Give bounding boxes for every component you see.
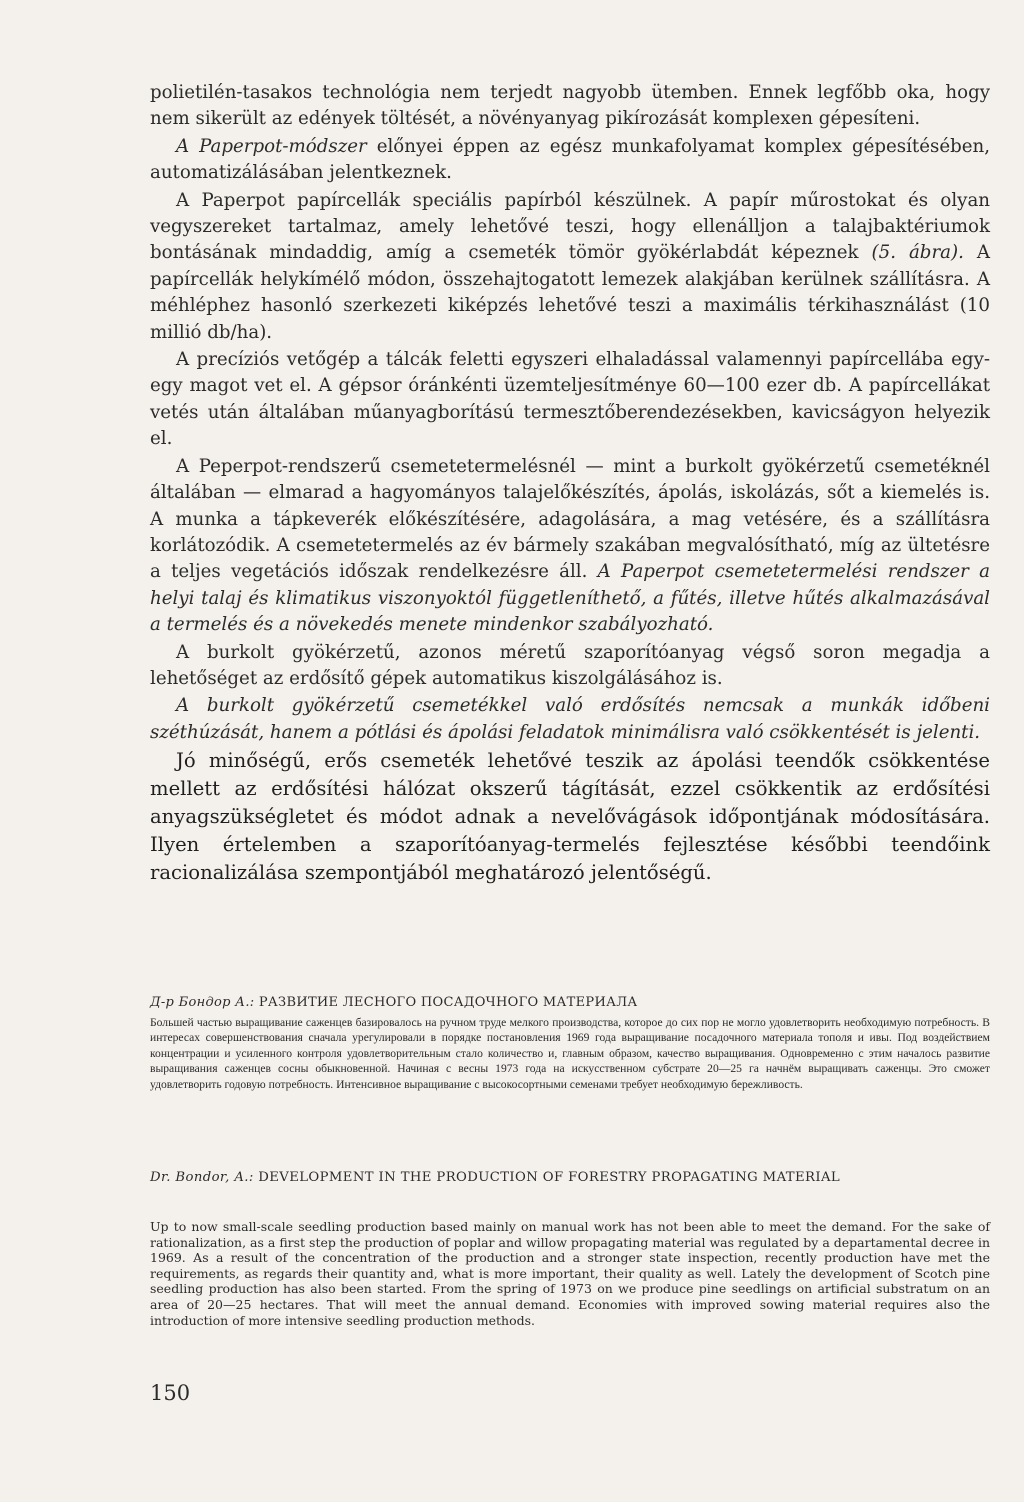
paragraph-1 bbox=[150, 80, 990, 133]
paragraph-5 bbox=[150, 454, 990, 639]
paragraph-3-text-b: A papírcellák helykímélő módon, összehajtogatott lemezek alakjában kerülnek szállításra. A méhléphez hasonló szerkezeti kiképzés lehetővé teszi a maximális térkihasználást (10 millió db/ha). bbox=[150, 242, 990, 343]
paragraph-4-text: A precíziós vetőgép a tálcák feletti egyszeri elhaladással valamennyi papírcellába egy-egy magot vet el. A gépsor óránkénti üzemteljesítménye 60—100 ezer db. A papírcellákat vetés után általában műanyagborítású termesztőberendezésekben, kavicságyon helyezik el. bbox=[150, 349, 990, 450]
paragraph-2 bbox=[150, 134, 990, 187]
russian-summary-heading bbox=[150, 993, 990, 1013]
paragraph-2-emphasis: A Paperpot-módszer bbox=[176, 135, 367, 157]
english-author: Dr. Bondor, A.: bbox=[150, 1170, 254, 1185]
russian-author: Д-р Бондор А.: bbox=[150, 995, 255, 1010]
paragraph-4 bbox=[150, 347, 990, 453]
figure-reference: (5. ábra). bbox=[871, 242, 964, 264]
paragraph-3-text-a: A Paperpot papírcellák speciális papírból készülnek. A papír műrostokat és olyan vegyszereket tartalmaz, amely lehetővé teszi, hogy ellenálljon a talajbaktériumok bontásának mindaddig, amíg a csemeték tömör gyökérlabdát képeznek bbox=[150, 189, 990, 264]
english-summary-body: Up to now small-scale seedling production based mainly on manual work has not been able to meet the demand. For the sake of rationalization, as a first step the production of poplar and willow propagating material was regulated by a departamental decree in 1969. As a result of the concentration of the production and a stronger state inspection, recently production have met the requirements, as regards their quantity and, what is more important, their quality as well. Lately the development of Scotch pine seedling production has also been started. From the spring of 1973 on we produce pine seedlings on artificial substratum on an area of 20—25 hectares. That will meet the annual demand. Economies with improved sowing material requires also the introduction of more intensive seedling production methods. bbox=[150, 1219, 990, 1328]
paragraph-8-text: Jó minőségű, erős csemeték lehetővé teszik az ápolási teendők csökkentése mellett az erdősítési hálózat okszerű tágítását, ezzel csökkentik az erdősítési anyagszükségletet és módot adnak a nevelővágások időpontjának módosítására. Ilyen értelemben a szaporítóanyag-termelés fejlesztése későbbi teendőink racionalizálása szempontjából meghatározó jelentőségű. bbox=[150, 749, 990, 885]
russian-summary-body: Большей частью выращивание саженцев базировалось на ручном труде мелкого производства, которое до сих пор не могло удовлетворить необходимую потребность. В интересах совершенствования сначала урегулировали в порядке постановления 1969 года выращивание посадочного материала тополя и ивы. Под воздействием концентрации и усиленного контроля удовлетворительным стало количество и, главным образом, качество выращивания. Одновременно с этим началось развитие выращивания саженцев сосны обыкновенной. Начиная с весны 1973 года на искусственном субстрате 20—25 га начнём выращивать саженцы. Это сможет удовлетворить годовую потребность. Интенсивное выращивание с высокосортными семенами требует необходимую бережливость. bbox=[150, 1016, 990, 1091]
paragraph-1-text: polietilén-tasakos technológia nem terjedt nagyobb ütemben. Ennek legfőbb oka, hogy nem sikerült az edények töltését, a növényanyag pikírozását komplexen gépesíteni. bbox=[150, 82, 990, 130]
paragraph-8 bbox=[150, 747, 990, 887]
english-title: DEVELOPMENT IN THE PRODUCTION OF FORESTRY PROPAGATING MATERIAL bbox=[253, 1170, 841, 1185]
paragraph-3 bbox=[150, 188, 990, 346]
paragraph-6-text: A burkolt gyökérzetű, azonos méretű szaporítóanyag végső soron megadja a lehetőséget az erdősítő gépek automatikus kiszolgálásához is. bbox=[150, 641, 990, 689]
russian-title: РАЗВИТИЕ ЛЕСНОГО ПОСАДОЧНОГО МАТЕРИАЛА bbox=[254, 995, 638, 1010]
paragraph-5-text: A Peperpot-rendszerű csemetetermelésnél — mint a burkolt gyökérzetű csemetéknél általában — elmarad a hagyományos talajelőkészítés, ápolás, iskolázás, sőt a kiemelés is. A munka a tápkeverék előkészítésére, adagolására, a mag vetésére, és a szállításra korlátozódik. A csemetetermelés az év bármely szakában megvalósítható, míg az ültetésre a teljes vegetációs időszak rendelkezésre áll. bbox=[150, 455, 990, 583]
english-summary-heading bbox=[150, 1168, 990, 1188]
page-number: 150 bbox=[150, 1381, 191, 1405]
main-text bbox=[150, 80, 990, 887]
paragraph-7 bbox=[150, 693, 990, 746]
paragraph-6 bbox=[150, 640, 990, 693]
paragraph-2-text: előnyei éppen az egész munkafolyamat komplex gépesítésében, automatizálásában jelentkeznek. bbox=[150, 135, 990, 184]
paragraph-5-emphasis: A Paperpot csemetetermelési rendszer a helyi talaj és klimatikus viszonyoktól függetleníthető, a fűtés, illetve hűtés alkalmazásával a termelés és a növekedés menete mindenkor szabályozható. bbox=[150, 561, 990, 636]
paragraph-7-emphasis: A burkolt gyökérzetű csemetékkel való erdősítés nemcsak a munkák időbeni széthúzását, hanem a pótlási és ápolási feladatok minimálisra való csökkentését is jelenti. bbox=[150, 695, 990, 743]
